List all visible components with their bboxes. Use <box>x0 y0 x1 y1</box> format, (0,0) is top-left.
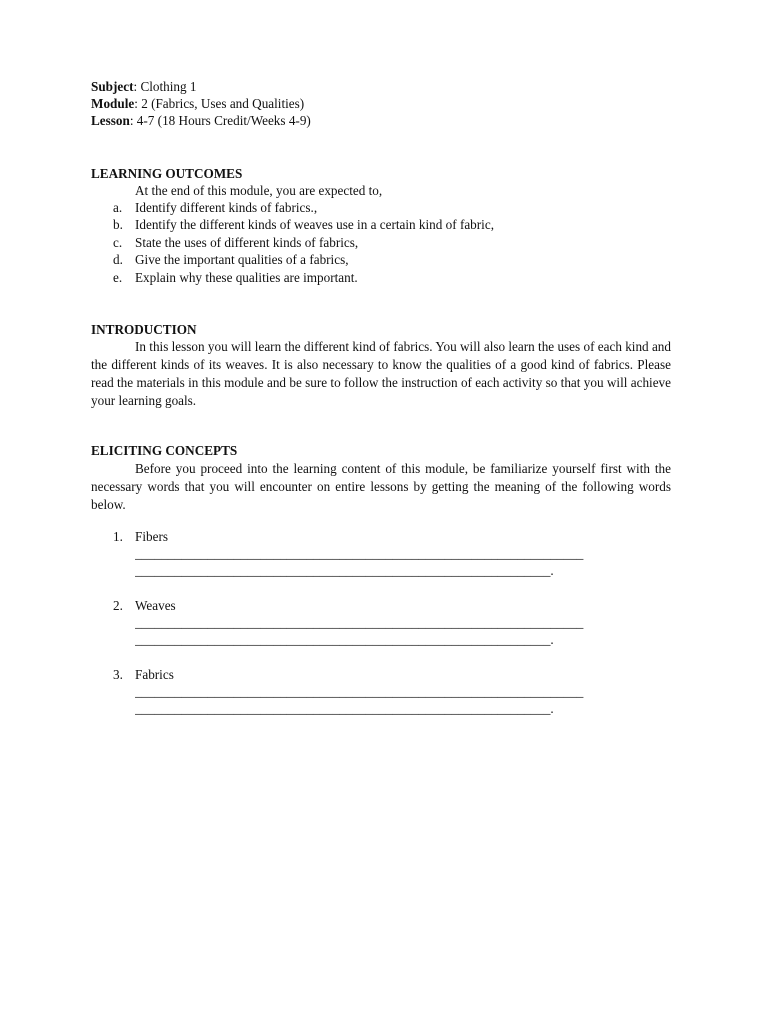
module-line <box>91 95 304 113</box>
introduction-heading: INTRODUCTION <box>91 322 197 337</box>
term-label: Fibers <box>135 529 168 544</box>
eliciting-concepts-body: Before you proceed into the learning content of this module, be familiarize yourself first with the necessary words that you will encounter on entire lessons by getting the meaning of the following words below. <box>91 461 671 512</box>
outcome-marker: a. <box>113 200 123 215</box>
learning-outcomes-heading: LEARNING OUTCOMES <box>91 166 243 181</box>
outcome-marker: b. <box>113 217 123 232</box>
subject-value: : Clothing 1 <box>133 79 197 94</box>
term-marker: 2. <box>113 598 123 613</box>
outcome-item: Explain why these qualities are important. <box>135 270 358 285</box>
answer-line[interactable]: _______________________________________________________________. <box>135 563 554 578</box>
answer-line[interactable]: ____________________________________________________________________ <box>135 684 584 699</box>
subject-label: Subject <box>91 79 134 94</box>
outcome-item: Identify the different kinds of weaves use in a certain kind of fabric, <box>135 217 494 232</box>
outcome-item: State the uses of different kinds of fabrics, <box>135 235 359 250</box>
term-marker: 1. <box>113 529 123 544</box>
answer-line[interactable]: ____________________________________________________________________ <box>135 546 584 561</box>
outcome-marker: d. <box>113 252 123 267</box>
outcome-item: Give the important qualities of a fabrics, <box>135 252 349 267</box>
learning-outcomes-intro: At the end of this module, you are expected to, <box>135 183 383 198</box>
term-label: Fabrics <box>135 667 174 682</box>
outcome-marker: c. <box>113 235 123 250</box>
module-value: : 2 (Fabrics, Uses and Qualities) <box>134 96 305 111</box>
outcome-item: Identify different kinds of fabrics., <box>135 200 318 215</box>
lesson-value: : 4-7 (18 Hours Credit/Weeks 4-9) <box>129 113 311 128</box>
lesson-line <box>91 112 311 130</box>
module-label: Module <box>91 96 135 111</box>
introduction-body: In this lesson you will learn the different kind of fabrics. You will also learn the uses of each kind and the different kinds of its weaves. It is also necessary to know the qualities of a good kind of fabrics. Please read the materials in this module and be sure to follow the instruction of each activity so that you will achieve your learning goals. <box>91 339 671 408</box>
term-label: Weaves <box>135 598 176 613</box>
outcome-marker: e. <box>113 270 123 285</box>
eliciting-concepts-heading: ELICITING CONCEPTS <box>91 443 238 458</box>
subject-line <box>91 78 197 96</box>
answer-line[interactable]: _______________________________________________________________. <box>135 701 554 716</box>
lesson-label: Lesson <box>91 113 130 128</box>
answer-line[interactable]: _______________________________________________________________. <box>135 632 554 647</box>
term-marker: 3. <box>113 667 123 682</box>
answer-line[interactable]: ____________________________________________________________________ <box>135 615 584 630</box>
